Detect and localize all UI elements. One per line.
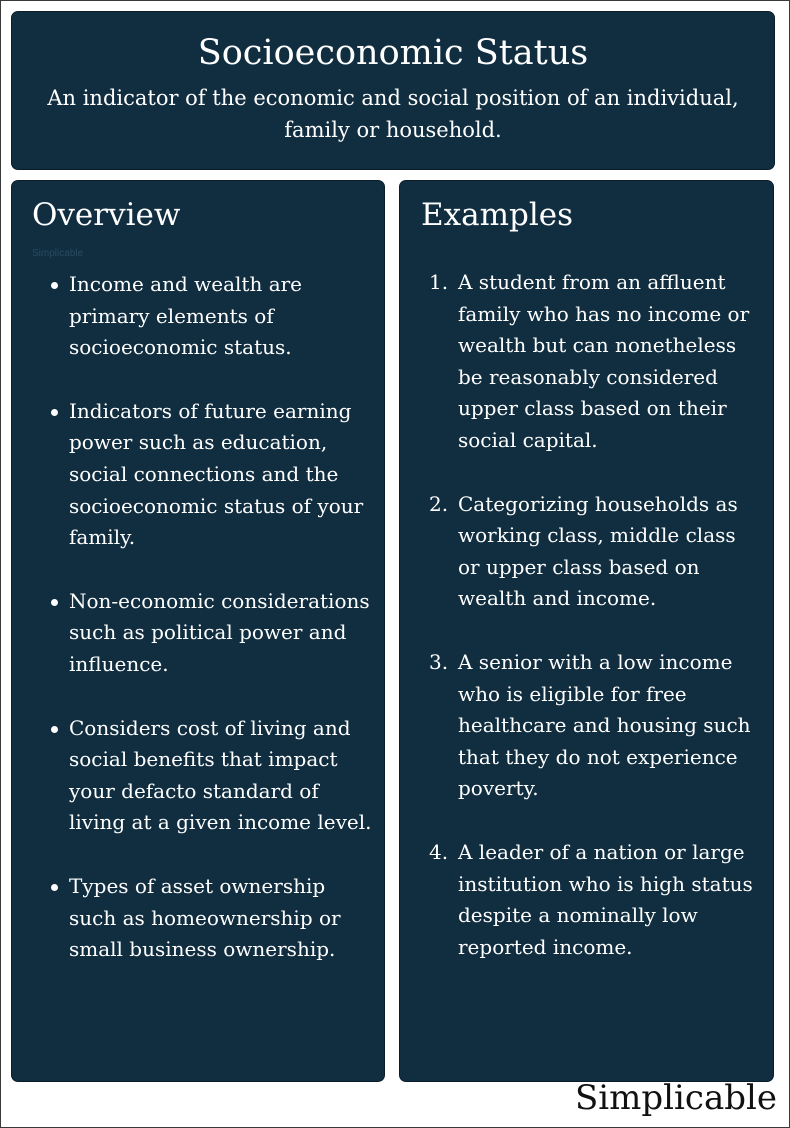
example-number: 4. (429, 839, 449, 864)
example-item (429, 267, 758, 457)
example-text: Categorizing households as working class, middle class or upper class based on wealth and income. (458, 491, 738, 611)
example-text: A leader of a nation or large institution who is high status despite a nominally low reported income. (458, 839, 753, 959)
overview-item: Indicators of future earning power such as education, social connections and the socioeconomic status of your family. (69, 396, 374, 554)
overview-item: Non-economic considerations such as political power and influence. (69, 586, 374, 681)
overview-list (12, 269, 374, 998)
example-text: A student from an affluent family who has no income or wealth but can nonetheless be reasonably considered upper class based on their social capital. (458, 270, 750, 452)
examples-title: Examples (421, 197, 574, 233)
example-text: A senior with a low income who is eligible for free healthcare and housing such that they do not experience poverty. (458, 649, 751, 801)
watermark: Simplicable (32, 248, 84, 259)
page-title: Socioeconomic Status (197, 33, 589, 73)
example-item (429, 647, 758, 805)
header-panel (11, 11, 775, 170)
overview-title: Overview (32, 197, 181, 233)
examples-list (400, 267, 758, 995)
example-number: 1. (429, 270, 449, 294)
example-item (429, 489, 758, 615)
overview-item: Income and wealth are primary elements of socioeconomic status. (69, 269, 374, 364)
brand-logo-text: Simplicable (575, 1078, 777, 1118)
examples-panel (399, 180, 774, 1082)
overview-item: Considers cost of living and social benefits that impact your defacto standard of living at a given income level. (69, 713, 374, 839)
overview-panel (11, 180, 385, 1082)
page-subtitle: An indicator of the economic and social position of an individual, family or household. (47, 86, 739, 142)
example-number: 3. (429, 649, 449, 674)
example-item (429, 837, 758, 963)
overview-item: Types of asset ownership such as homeownership or small business ownership. (69, 871, 374, 966)
example-number: 2. (429, 491, 449, 516)
